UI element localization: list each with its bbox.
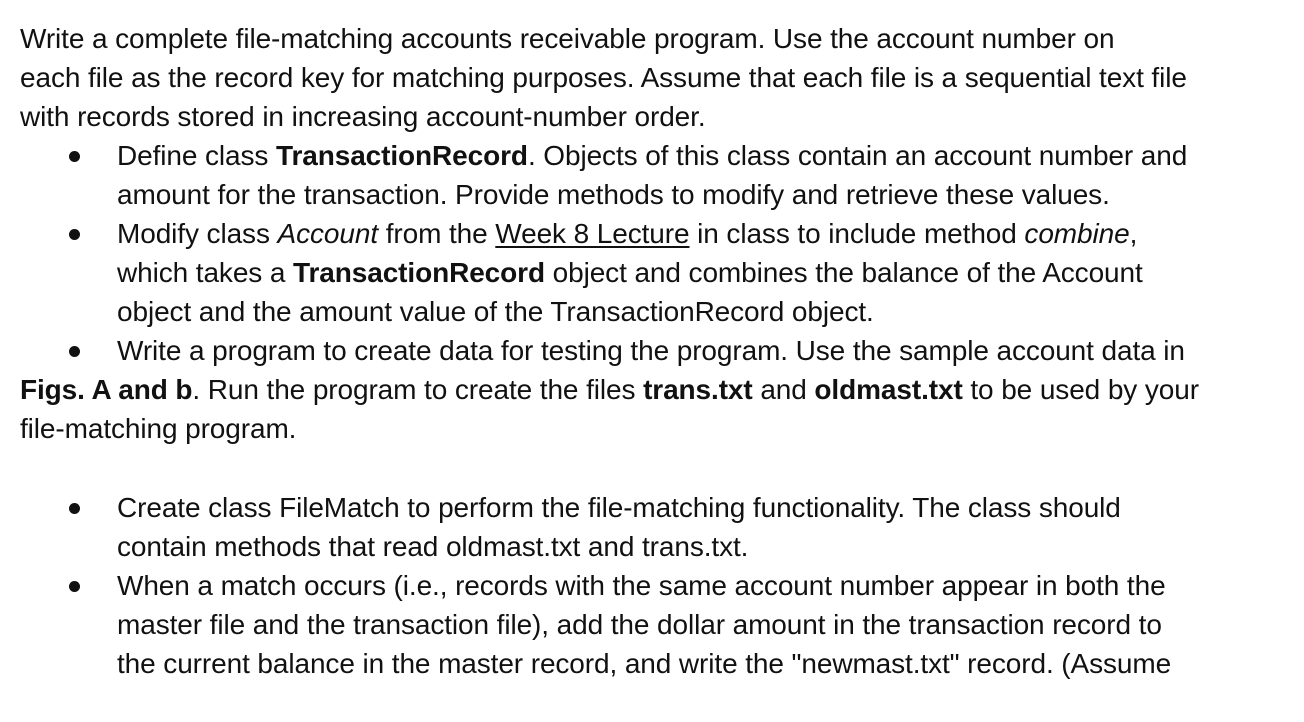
bullet-5-line-3: the current balance in the master record, and write the "newmast.txt" record. (Assume xyxy=(117,648,1172,679)
text-run: to be used by your xyxy=(962,374,1199,405)
bullet-item-transaction-record xyxy=(20,136,1290,214)
bullet-dot-icon xyxy=(69,346,80,357)
text-run: and xyxy=(752,374,815,405)
bullet-item-filematch xyxy=(20,488,1290,566)
intro-line-3: with records stored in increasing account-number order. xyxy=(20,101,706,132)
text-run: which takes a xyxy=(117,257,294,288)
intro-line-2: each file as the record key for matching purposes. Assume that each file is a sequential text file xyxy=(20,62,1187,93)
week-8-lecture-link[interactable]: Week 8 Lecture xyxy=(495,218,690,249)
text-run: from the xyxy=(378,218,496,249)
bullet-1-line-2: amount for the transaction. Provide methods to modify and retrieve these values. xyxy=(117,179,1110,210)
bullet-5-line-2: master file and the transaction file), add the dollar amount in the transaction record to xyxy=(117,609,1162,640)
bullet-dot-icon xyxy=(69,151,80,162)
intro-line-1: Write a complete file-matching accounts receivable program. Use the account number on xyxy=(20,23,1115,54)
bullet-item-modify-account xyxy=(20,214,1290,331)
intro-paragraph xyxy=(20,19,1290,136)
class-name-bold: TransactionRecord xyxy=(293,257,545,288)
bullet-4-line-2: contain methods that read oldmast.txt and trans.txt. xyxy=(117,531,749,562)
text-run: Create class FileMatch to perform the file-matching functionality. The class should xyxy=(117,492,1121,523)
bullet-3-line-3: file-matching program. xyxy=(20,413,297,444)
bullet-item-test-data xyxy=(20,331,1290,448)
bullet-3-line-2 xyxy=(20,370,1290,409)
bullet-3-line-1 xyxy=(20,331,1290,370)
bullet-item-match-occurs xyxy=(20,566,1290,683)
bullet-5-line-1 xyxy=(20,566,1290,605)
text-run: in class to include method xyxy=(689,218,1025,249)
text-run: . Run the program to create the files xyxy=(192,374,644,405)
method-name-italic: combine xyxy=(1024,218,1130,249)
figure-reference-bold: Figs. A and b xyxy=(20,374,193,405)
bullet-dot-icon xyxy=(69,503,80,514)
document-body xyxy=(20,19,1290,683)
bullet-1-line-1 xyxy=(20,136,1290,175)
text-run: Modify class xyxy=(117,218,278,249)
text-run: Write a program to create data for testing the program. Use the sample account data in xyxy=(117,335,1185,366)
bullet-dot-icon xyxy=(69,581,80,592)
class-name-italic: Account xyxy=(277,218,379,249)
bullet-dot-icon xyxy=(69,229,80,240)
filename-bold: trans.txt xyxy=(643,374,753,405)
class-name-bold: TransactionRecord xyxy=(276,140,528,171)
filename-bold: oldmast.txt xyxy=(814,374,963,405)
text-run: object and combines the balance of the Account xyxy=(544,257,1143,288)
text-run: , xyxy=(1129,218,1138,249)
text-run: . Objects of this class contain an account number and xyxy=(527,140,1188,171)
text-run: When a match occurs (i.e., records with the same account number appear in both the xyxy=(117,570,1166,601)
bullet-2-line-3: object and the amount value of the TransactionRecord object. xyxy=(117,296,874,327)
text-run: Define class xyxy=(117,140,276,171)
paragraph-spacer xyxy=(20,448,1290,488)
bullet-4-line-1 xyxy=(20,488,1290,527)
bullet-2-line-2 xyxy=(20,253,1290,292)
bullet-2-line-1 xyxy=(20,214,1290,253)
